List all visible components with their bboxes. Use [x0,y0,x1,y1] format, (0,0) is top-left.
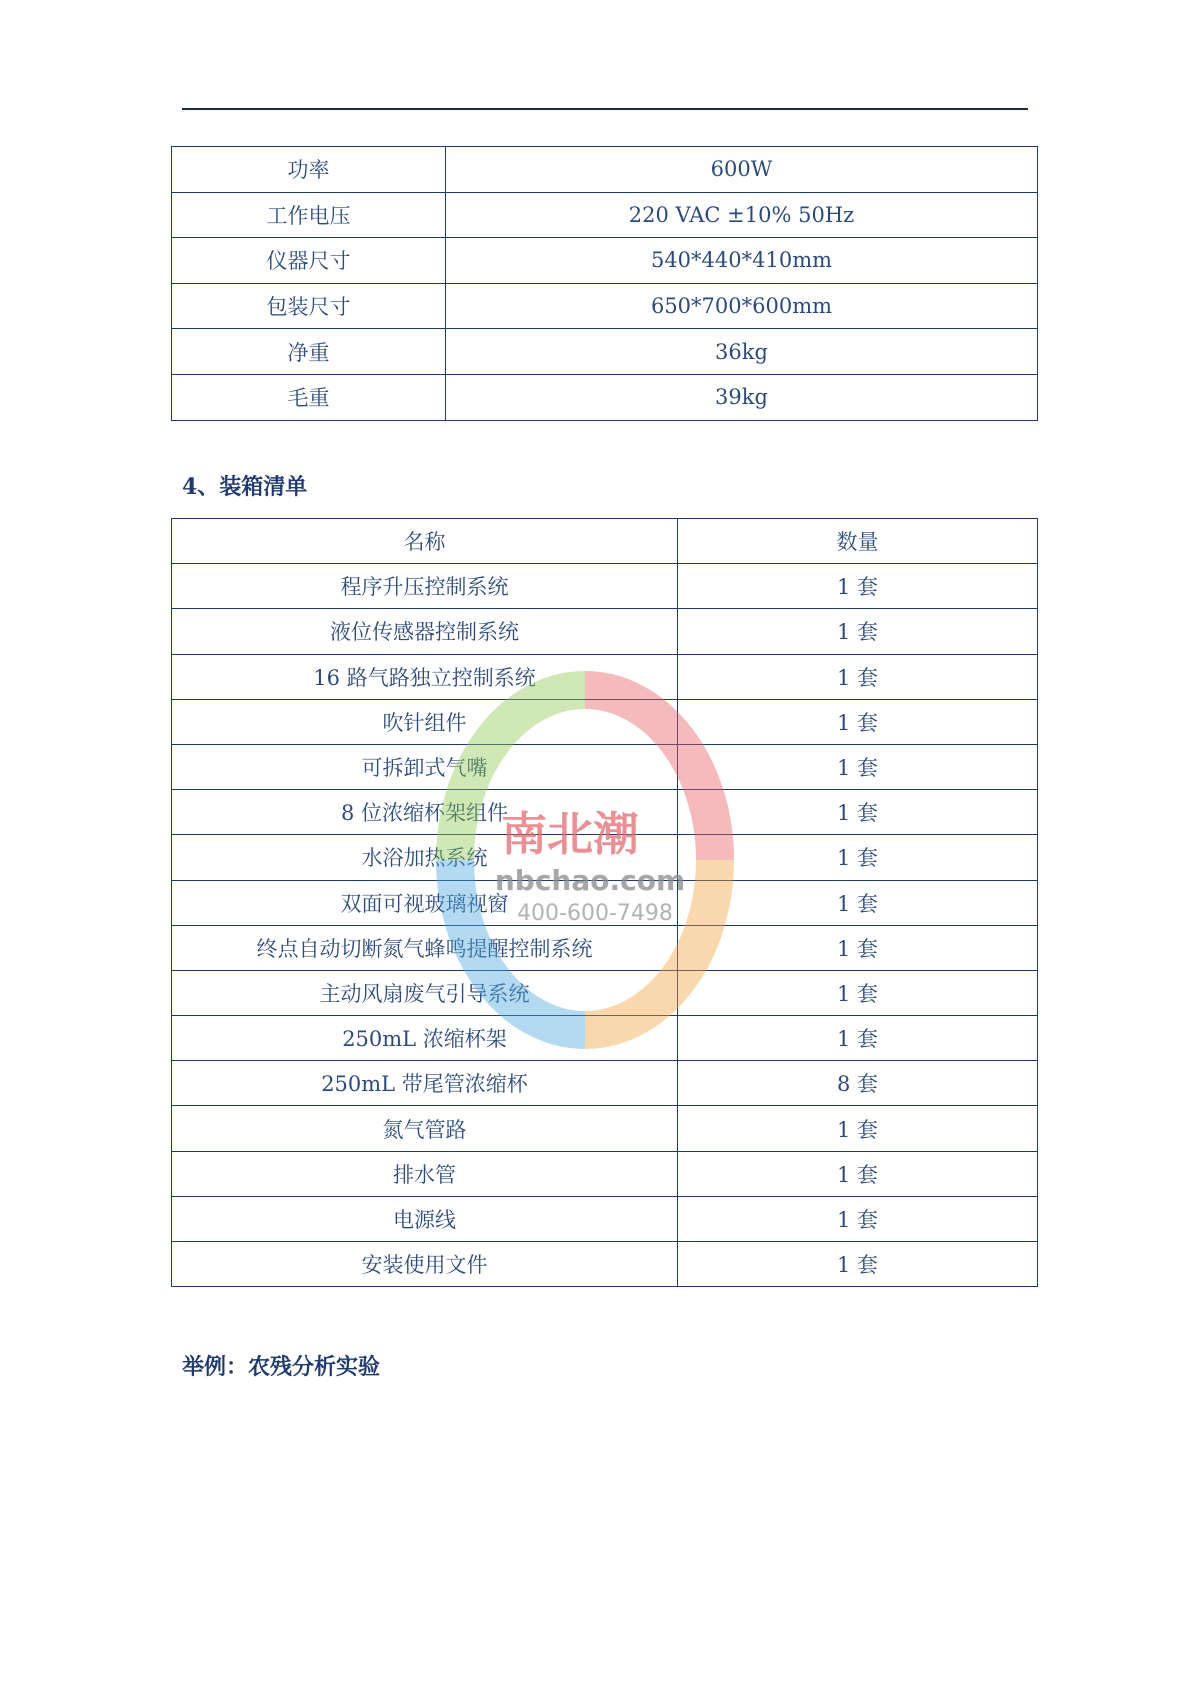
table-row [172,654,1038,699]
item-name: 安装使用文件 [172,1242,678,1287]
packing-list-table [171,518,1038,1287]
item-qty: 1 套 [678,880,1038,925]
watermark-brand: 南北潮 [501,807,639,861]
item-qty: 1 套 [678,835,1038,880]
spec-value: 39kg [446,374,1038,420]
spec-name: 工作电压 [172,192,446,238]
watermark-phone: 400-600-7498 [517,901,673,926]
item-qty: 1 套 [678,1196,1038,1241]
column-header-name: 名称 [172,519,678,564]
item-name: 水浴加热系统 [172,835,678,880]
table-row [172,835,1038,880]
item-name: 液位传感器控制系统 [172,609,678,654]
table-row [172,925,1038,970]
table-row [172,1196,1038,1241]
table-row [172,1016,1038,1061]
table-row [172,192,1038,238]
item-qty: 1 套 [678,1242,1038,1287]
table-row [172,1106,1038,1151]
table-row [172,1061,1038,1106]
spec-value: 650*700*600mm [446,283,1038,329]
table-row [172,790,1038,835]
spec-name: 净重 [172,329,446,375]
item-name: 8 位浓缩杯架组件 [172,790,678,835]
table-row [172,374,1038,420]
table-row [172,970,1038,1015]
item-qty: 1 套 [678,744,1038,789]
item-name: 氮气管路 [172,1106,678,1151]
item-qty: 8 套 [678,1061,1038,1106]
item-name: 16 路气路独立控制系统 [172,654,678,699]
item-name: 吹针组件 [172,699,678,744]
item-name: 电源线 [172,1196,678,1241]
spec-name: 仪器尺寸 [172,238,446,284]
table-row [172,147,1038,193]
table-row [172,564,1038,609]
item-name: 主动风扇废气引导系统 [172,970,678,1015]
table-row [172,238,1038,284]
item-qty: 1 套 [678,790,1038,835]
item-name: 250mL 浓缩杯架 [172,1016,678,1061]
item-qty: 1 套 [678,925,1038,970]
item-name: 程序升压控制系统 [172,564,678,609]
item-qty: 1 套 [678,564,1038,609]
table-row [172,1242,1038,1287]
item-qty: 1 套 [678,1016,1038,1061]
spec-table [171,146,1038,421]
spec-name: 毛重 [172,374,446,420]
item-qty: 1 套 [678,609,1038,654]
watermark-site: nbchao.com [494,864,686,897]
spec-value: 600W [446,147,1038,193]
item-qty: 1 套 [678,1151,1038,1196]
item-name: 排水管 [172,1151,678,1196]
table-row [172,699,1038,744]
table-row [172,744,1038,789]
header-rule [182,108,1028,110]
item-name: 双面可视玻璃视窗 [172,880,678,925]
table-row [172,1151,1038,1196]
column-header-qty: 数量 [678,519,1038,564]
item-qty: 1 套 [678,1106,1038,1151]
spec-value: 220 VAC ±10% 50Hz [446,192,1038,238]
section-heading-example: 举例：农残分析实验 [182,1354,381,1380]
item-name: 可拆卸式气嘴 [172,744,678,789]
spec-name: 包装尺寸 [172,283,446,329]
table-row [172,880,1038,925]
spec-value: 540*440*410mm [446,238,1038,284]
table-row [172,609,1038,654]
spec-name: 功率 [172,147,446,193]
spec-value: 36kg [446,329,1038,375]
item-name: 250mL 带尾管浓缩杯 [172,1061,678,1106]
item-qty: 1 套 [678,970,1038,1015]
item-qty: 1 套 [678,699,1038,744]
table-row [172,329,1038,375]
table-header-row [172,519,1038,564]
item-name: 终点自动切断氮气蜂鸣提醒控制系统 [172,925,678,970]
item-qty: 1 套 [678,654,1038,699]
table-row [172,283,1038,329]
section-heading-packing: 4、装箱清单 [182,474,308,500]
